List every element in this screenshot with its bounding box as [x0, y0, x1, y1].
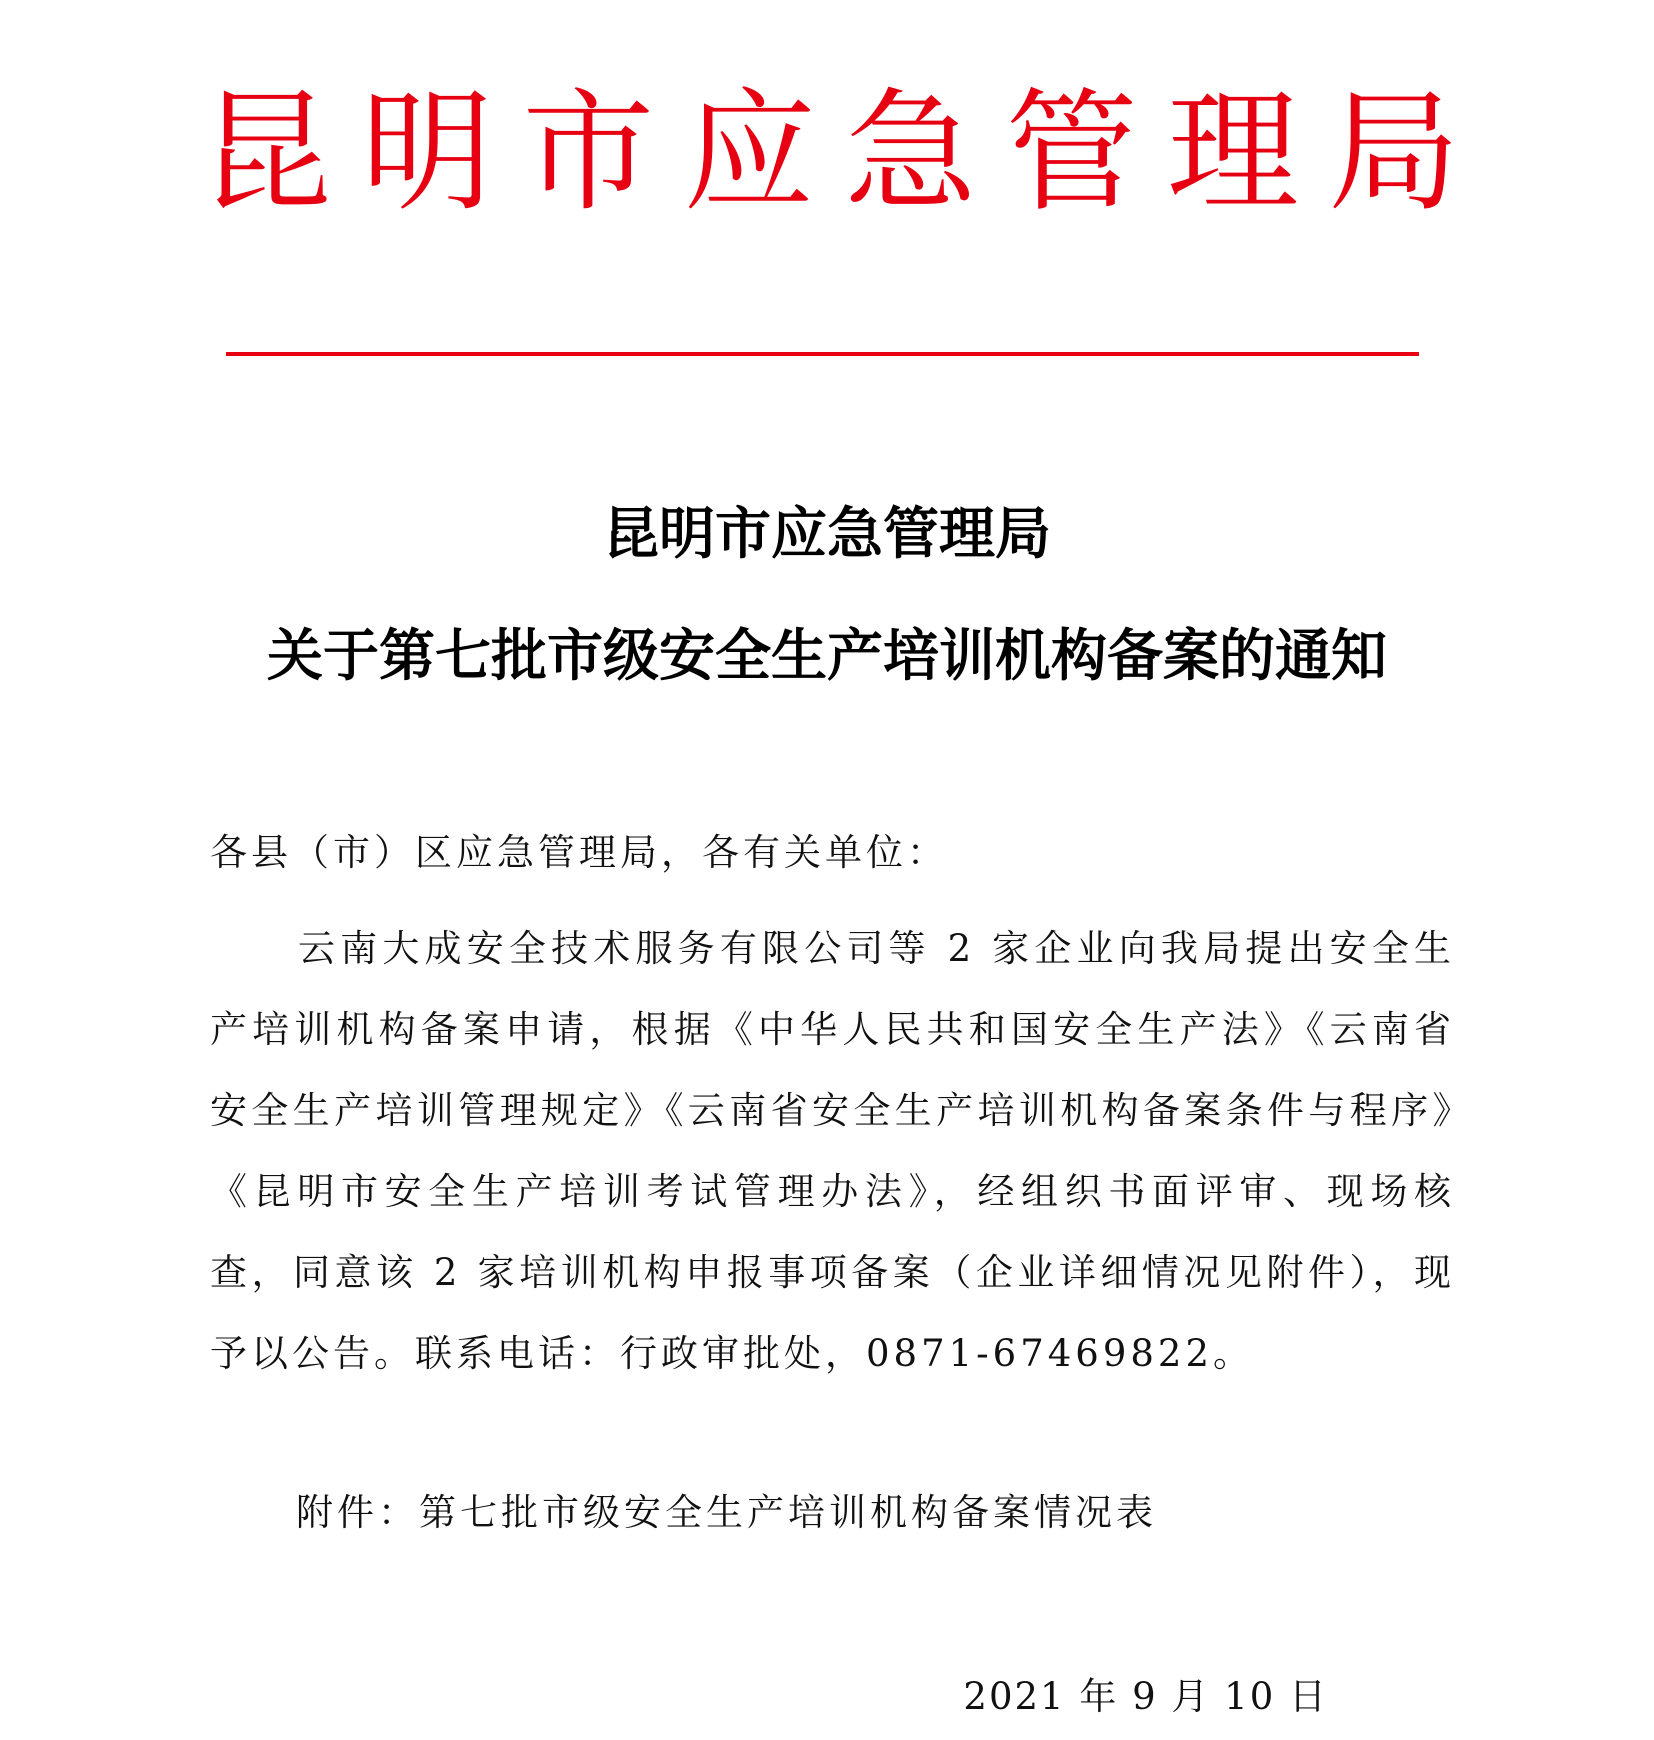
issue-date: 2021 年 9 月 10 日 [963, 1675, 1328, 1718]
body-paragraph: 云南大成安全技术服务有限公司等 2 家企业向我局提出安全生产培训机构备案申请，根据《中华人民共和国安全生产法》《云南省安全生产培训管理规定》《云南省安全生产培训机构备案条件与程序》《昆明市安全生产培训考试管理办法》，经组织书面评审、现场核查，同意该 2 家培训机构申报事项备案（企业详细情况见附件），现予以公告。联系电话：行政审批处，0871-67469822。 [210, 927, 1455, 1375]
masthead-char: 急 [844, 76, 977, 230]
masthead-char: 昆 [200, 76, 332, 230]
masthead-char: 明 [361, 76, 494, 230]
masthead-title [200, 78, 1460, 228]
attachment-line: 附件：第七批市级安全生产培训机构备案情况表 [296, 1491, 1157, 1534]
masthead-char: 局 [1327, 76, 1460, 230]
addressee: 各县（市）区应急管理局，各有关单位： [210, 831, 948, 874]
masthead-char: 市 [522, 76, 655, 230]
document-title-line1: 昆明市应急管理局 [603, 502, 1051, 567]
masthead-char: 应 [683, 76, 816, 230]
masthead-char: 管 [1005, 76, 1138, 230]
masthead-divider [226, 352, 1419, 356]
document-title-line2: 关于第七批市级安全生产培训机构备案的通知 [267, 624, 1387, 689]
masthead-char: 理 [1166, 76, 1299, 230]
